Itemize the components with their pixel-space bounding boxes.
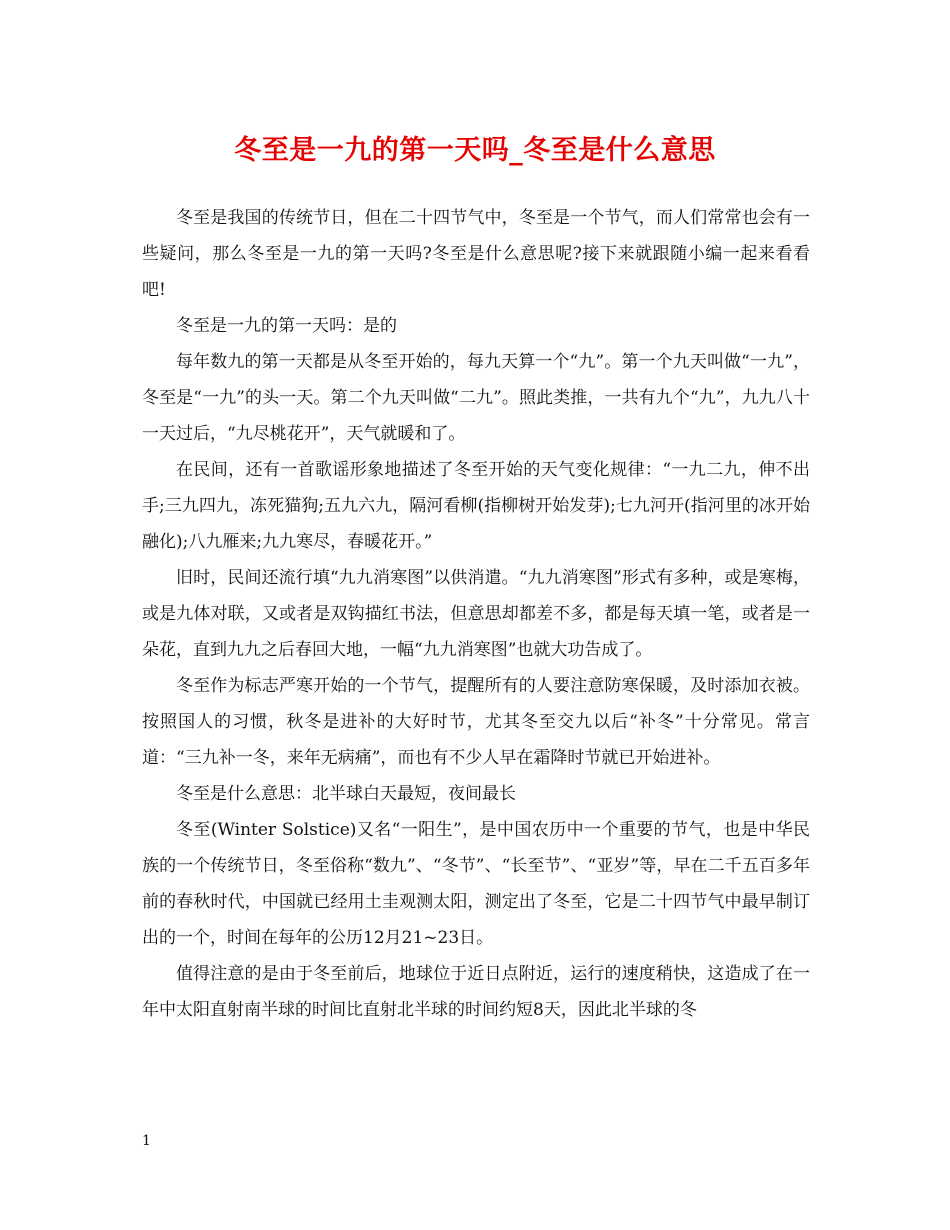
- paragraph: 每年数九的第一天都是从冬至开始的，每九天算一个“九”。第一个九天叫做“一九”，冬至是“一九”的头一天。第二个九天叫做“二九”。照此类推，一共有九个“九”，九九八十一天过后，“九尽桃花开”，天气就暖和了。: [142, 352, 810, 444]
- document-body: [142, 200, 810, 1028]
- paragraph: 冬至(Winter Solstice)又名“一阳生”，是中国农历中一个重要的节气，也是中华民族的一个传统节日，冬至俗称“数九”、“冬节”、“长至节”、“亚岁”等，早在二千五百多年前的春秋时代，中国就已经用土圭观测太阳，测定出了冬至，它是二十四节气中最早制订出的一个，时间在每年的公历12月21~23日。: [142, 820, 810, 948]
- paragraph: 旧时，民间还流行填“九九消寒图”以供消遣。“九九消寒图”形式有多种，或是寒梅，或是九体对联，又或者是双钩描红书法，但意思却都差不多，都是每天填一笔，或者是一朵花，直到九九之后春回大地，一幅“九九消寒图”也就大功告成了。: [142, 568, 810, 660]
- paragraph: 在民间，还有一首歌谣形象地描述了冬至开始的天气变化规律：“一九二九，伸不出手;三九四九，冻死猫狗;五九六九，隔河看柳(指柳树开始发芽);七九河开(指河里的冰开始融化);八九雁来;九九寒尽，春暖花开。”: [142, 460, 810, 552]
- paragraph: 冬至作为标志严寒开始的一个节气，提醒所有的人要注意防寒保暖，及时添加衣被。按照国人的习惯，秋冬是进补的大好时节，尤其冬至交九以后“补冬”十分常见。常言道：“三九补一冬，来年无病痛”，而也有不少人早在霜降时节就已开始进补。: [142, 676, 810, 768]
- paragraph: 冬至是我国的传统节日，但在二十四节气中，冬至是一个节气，而人们常常也会有一些疑问，那么冬至是一九的第一天吗?冬至是什么意思呢?接下来就跟随小编一起来看看吧!: [142, 208, 810, 300]
- paragraph: 冬至是什么意思：北半球白天最短，夜间最长: [176, 784, 516, 804]
- paragraph: 冬至是一九的第一天吗：是的: [176, 316, 397, 336]
- paragraph: 值得注意的是由于冬至前后，地球位于近日点附近，运行的速度稍快，这造成了在一年中太阳直射南半球的时间比直射北半球的时间约短8天，因此北半球的冬: [142, 964, 810, 1020]
- page-number: 1: [142, 1133, 151, 1149]
- document-title: 冬至是一九的第一天吗_冬至是什么意思: [234, 135, 716, 166]
